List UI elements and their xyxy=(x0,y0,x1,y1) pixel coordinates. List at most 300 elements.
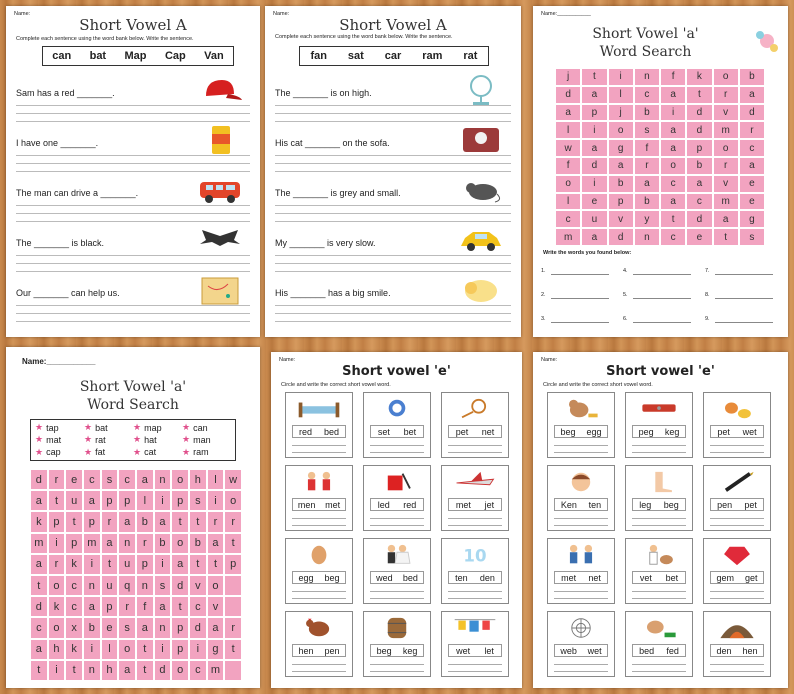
grid-letter: p xyxy=(171,617,189,638)
word-choice-box xyxy=(370,425,424,438)
grid-letter: t xyxy=(686,86,712,104)
grid-letter: r xyxy=(101,511,119,532)
grid-letter: n xyxy=(136,575,154,596)
grid-letter: i xyxy=(154,490,172,511)
word-choice-box xyxy=(448,425,502,438)
answer-line[interactable] xyxy=(554,591,608,592)
grid-letter: a xyxy=(30,490,48,511)
fan-icon xyxy=(459,74,503,106)
answer-line[interactable] xyxy=(710,664,764,665)
answer-line[interactable] xyxy=(448,591,502,592)
grid-letter: n xyxy=(154,469,172,490)
word-option[interactable]: bed xyxy=(639,645,655,656)
grid-letter: t xyxy=(65,660,83,681)
word-option[interactable]: red xyxy=(403,499,417,510)
answer-line[interactable] xyxy=(370,598,424,599)
grid-letter: m xyxy=(83,533,101,554)
grid-letter: y xyxy=(634,210,660,228)
word-option[interactable]: met xyxy=(325,499,341,510)
exercise-card xyxy=(625,611,693,677)
exercise-card xyxy=(703,392,771,458)
grid-letter: c xyxy=(660,228,686,246)
dog-fed-icon xyxy=(634,616,684,640)
answer-line[interactable] xyxy=(632,671,686,672)
wet-clothes-icon xyxy=(450,616,500,640)
answer-line[interactable] xyxy=(632,518,686,519)
exercise-card xyxy=(625,465,693,531)
word-bank xyxy=(299,46,489,66)
word-option[interactable]: let xyxy=(484,645,494,656)
answer-line[interactable] xyxy=(292,591,346,592)
answer-line[interactable] xyxy=(554,452,608,453)
answer-line[interactable] xyxy=(554,525,608,526)
word-option[interactable]: fed xyxy=(666,645,679,656)
bank-word: fan xyxy=(310,50,327,62)
word-option[interactable]: net xyxy=(481,426,495,437)
grid-letter: f xyxy=(634,139,660,157)
worksheet-short-vowel-a-sentences-2 xyxy=(265,6,521,337)
word-choice-box xyxy=(632,571,686,584)
word-choice-box xyxy=(292,644,346,657)
grid-letter: p xyxy=(101,596,119,617)
star-icon: ★ xyxy=(133,422,142,433)
answer-line[interactable] xyxy=(632,664,686,665)
answer-line[interactable] xyxy=(554,664,608,665)
net-icon xyxy=(450,397,500,421)
answer-number: 8. xyxy=(705,292,710,298)
word-option[interactable]: beg xyxy=(663,499,679,510)
grid-letter: a xyxy=(739,86,765,104)
grid-letter: i xyxy=(83,554,101,575)
bed-icon xyxy=(294,397,344,421)
word-option[interactable]: bed xyxy=(402,572,418,583)
grid-letter: a xyxy=(136,617,154,638)
answer-line[interactable] xyxy=(632,525,686,526)
grid-letter: r xyxy=(713,157,739,175)
sentence-text: My _______ is very slow. xyxy=(275,238,376,248)
red-cap-icon xyxy=(198,74,242,106)
sentence-text: His _______ has a big smile. xyxy=(275,288,391,298)
grid-letter: b xyxy=(739,68,765,86)
grid-letter: a xyxy=(660,139,686,157)
answer-line[interactable] xyxy=(370,664,424,665)
grid-letter: h xyxy=(189,469,207,490)
grid-letter: b xyxy=(83,617,101,638)
word-option[interactable]: beg xyxy=(560,426,576,437)
word-option[interactable]: den xyxy=(479,572,495,583)
pen-icon xyxy=(712,470,762,494)
star-icon: ★ xyxy=(133,446,142,457)
grid-letter: p xyxy=(171,639,189,660)
grid-letter: e xyxy=(739,193,765,211)
sentence-text: Our _______ can help us. xyxy=(16,288,120,298)
answer-line[interactable] xyxy=(632,452,686,453)
answer-line[interactable] xyxy=(448,598,502,599)
grid-letter: t xyxy=(189,511,207,532)
bank-word xyxy=(182,422,231,433)
grid-letter: l xyxy=(608,86,634,104)
grid-letter: w xyxy=(224,469,242,490)
bank-word: Van xyxy=(204,50,224,62)
grid-letter: a xyxy=(101,533,119,554)
grid-letter: x xyxy=(65,617,83,638)
grid-letter: r xyxy=(118,596,136,617)
word-bank xyxy=(42,46,234,66)
word-option[interactable]: met xyxy=(561,572,577,583)
answer-line[interactable] xyxy=(448,671,502,672)
exercise-card xyxy=(547,392,615,458)
answer-line[interactable] xyxy=(292,445,346,446)
bank-word-text: can xyxy=(193,422,208,433)
answer-line[interactable] xyxy=(715,298,773,299)
bank-word-text: man xyxy=(193,434,211,445)
bank-word-text: cap xyxy=(46,447,61,458)
grid-letter: a xyxy=(83,490,101,511)
sentence-item xyxy=(275,122,511,172)
grid-letter: r xyxy=(224,511,242,532)
sentence-text: His cat _______ on the sofa. xyxy=(275,138,390,148)
grid-letter: d xyxy=(686,104,712,122)
bank-word-text: ram xyxy=(193,447,209,458)
grid-letter: v xyxy=(608,210,634,228)
answer-line[interactable] xyxy=(292,525,346,526)
word-option[interactable]: Ken xyxy=(560,499,577,510)
grid-letter: d xyxy=(30,596,48,617)
bank-word xyxy=(84,434,133,445)
grid-letter: p xyxy=(101,490,119,511)
word-option[interactable]: pen xyxy=(324,645,340,656)
star-icon: ★ xyxy=(84,434,93,445)
word-option[interactable]: men xyxy=(297,499,316,510)
exercise-card xyxy=(547,611,615,677)
grid-letter: i xyxy=(660,104,686,122)
grid-letter xyxy=(224,660,242,681)
grid-letter: r xyxy=(48,554,66,575)
grid-letter: l xyxy=(207,469,225,490)
answer-line[interactable] xyxy=(448,525,502,526)
word-option[interactable]: keg xyxy=(664,426,680,437)
instructions: Circle and write the correct short vowel word. xyxy=(281,382,391,388)
answer-line[interactable] xyxy=(710,518,764,519)
grid-letter: f xyxy=(555,157,581,175)
word-choice-box xyxy=(554,498,608,511)
grid-letter: c xyxy=(65,575,83,596)
word-option[interactable]: hen xyxy=(742,645,758,656)
grid-letter: j xyxy=(608,104,634,122)
exercise-card xyxy=(625,538,693,604)
van-icon xyxy=(198,174,242,206)
grid-letter: p xyxy=(171,490,189,511)
bank-word xyxy=(35,447,84,458)
word-option[interactable]: wet xyxy=(456,645,471,656)
grid-letter: t xyxy=(65,511,83,532)
grid-letter: t xyxy=(581,68,607,86)
word-option[interactable]: beg xyxy=(376,645,392,656)
star-icon: ★ xyxy=(182,446,191,457)
grid-letter: t xyxy=(171,511,189,532)
word-option[interactable]: get xyxy=(744,572,758,583)
grid-letter: a xyxy=(581,86,607,104)
name-label: Name: xyxy=(273,11,290,17)
exercise-card xyxy=(547,465,615,531)
sentence-text: The man can drive a _______. xyxy=(16,188,139,198)
word-choice-box xyxy=(632,498,686,511)
answer-number: 5. xyxy=(623,292,628,298)
sentence-item xyxy=(16,72,250,122)
grid-letter: s xyxy=(634,121,660,139)
answer-line[interactable] xyxy=(370,525,424,526)
word-option[interactable]: egg xyxy=(586,426,602,437)
exercise-card xyxy=(441,465,509,531)
word-option[interactable]: vet xyxy=(639,572,652,583)
word-option[interactable]: wet xyxy=(742,426,757,437)
grid-letter: t xyxy=(48,490,66,511)
exercise-card xyxy=(441,611,509,677)
leg-icon xyxy=(634,470,684,494)
word-option[interactable]: wet xyxy=(587,645,602,656)
grid-letter: i xyxy=(189,639,207,660)
flower-icon xyxy=(752,26,782,56)
word-choice-box xyxy=(554,571,608,584)
answer-line[interactable] xyxy=(554,671,608,672)
bank-word xyxy=(133,422,182,433)
name-label: Name:___________ xyxy=(541,11,591,17)
sentence-item xyxy=(16,172,250,222)
grid-letter: s xyxy=(739,228,765,246)
word-option[interactable]: peg xyxy=(638,426,654,437)
bank-word-text: map xyxy=(144,422,162,433)
grid-letter: t xyxy=(189,554,207,575)
word-option[interactable]: ten xyxy=(588,499,602,510)
answer-line[interactable] xyxy=(448,452,502,453)
answer-line[interactable] xyxy=(632,591,686,592)
answer-line[interactable] xyxy=(710,591,764,592)
grid-letter: i xyxy=(48,660,66,681)
answer-number: 6. xyxy=(623,316,628,322)
pets-icon xyxy=(712,397,762,421)
grid-letter: i xyxy=(581,175,607,193)
answer-line[interactable] xyxy=(551,274,609,275)
grid-letter: c xyxy=(660,175,686,193)
boy-face-icon xyxy=(556,470,606,494)
grid-letter: u xyxy=(118,554,136,575)
bank-word: can xyxy=(52,50,72,62)
answer-number: 2. xyxy=(541,292,546,298)
word-option[interactable]: wed xyxy=(376,572,393,583)
word-option[interactable]: pet xyxy=(744,499,757,510)
answer-line[interactable] xyxy=(370,518,424,519)
answer-line[interactable] xyxy=(292,671,346,672)
word-option[interactable]: den xyxy=(716,645,732,656)
grid-letter: o xyxy=(713,68,739,86)
grid-letter: k xyxy=(65,554,83,575)
grid-letter: c xyxy=(65,596,83,617)
answer-line[interactable] xyxy=(370,452,424,453)
word-option[interactable]: bed xyxy=(323,426,339,437)
grid-letter: m xyxy=(555,228,581,246)
answer-line[interactable] xyxy=(633,274,691,275)
word-option[interactable]: pet xyxy=(455,426,469,437)
sentence-text: I have one _______. xyxy=(16,138,99,148)
grid-letter xyxy=(224,575,242,596)
word-choice-box xyxy=(554,425,608,438)
answer-line[interactable] xyxy=(448,664,502,665)
exercise-card xyxy=(703,611,771,677)
word-option[interactable]: web xyxy=(560,645,577,656)
answer-line[interactable] xyxy=(633,298,691,299)
grid-letter: c xyxy=(118,469,136,490)
answer-line[interactable] xyxy=(632,598,686,599)
word-option[interactable]: led xyxy=(377,499,390,510)
grid-letter: o xyxy=(660,157,686,175)
word-option[interactable]: set xyxy=(377,426,390,437)
answer-line[interactable] xyxy=(370,591,424,592)
grid-letter: f xyxy=(660,68,686,86)
page-title: Short vowel 'e' xyxy=(342,364,451,379)
star-icon: ★ xyxy=(35,422,44,433)
word-search-grid xyxy=(30,469,242,681)
bank-word xyxy=(35,422,84,433)
bat-icon xyxy=(198,224,242,256)
grid-letter: m xyxy=(713,193,739,211)
answer-line[interactable] xyxy=(448,445,502,446)
word-option[interactable]: pen xyxy=(717,499,733,510)
grid-letter: u xyxy=(101,575,119,596)
answer-line[interactable] xyxy=(632,445,686,446)
grid-letter: k xyxy=(65,639,83,660)
grid-letter: f xyxy=(136,596,154,617)
star-icon: ★ xyxy=(133,434,142,445)
sentence-item xyxy=(16,272,250,322)
answer-line[interactable] xyxy=(292,518,346,519)
exercise-card xyxy=(547,538,615,604)
word-option[interactable]: egg xyxy=(298,572,314,583)
word-choice-box xyxy=(292,571,346,584)
word-option[interactable]: red xyxy=(298,426,312,437)
grid-letter: o xyxy=(171,469,189,490)
grid-letter: c xyxy=(83,469,101,490)
answer-line[interactable] xyxy=(370,671,424,672)
exercise-card xyxy=(363,611,431,677)
grid-letter: a xyxy=(634,175,660,193)
car-icon xyxy=(459,224,503,256)
word-option[interactable]: bet xyxy=(665,572,679,583)
bank-word: Cap xyxy=(164,50,186,62)
grid-letter: v xyxy=(713,104,739,122)
red-paint-icon xyxy=(372,470,422,494)
grid-letter: t xyxy=(30,575,48,596)
bank-word-text: tap xyxy=(46,422,59,433)
grid-letter: e xyxy=(739,175,765,193)
answer-line[interactable] xyxy=(710,525,764,526)
grid-letter: m xyxy=(207,660,225,681)
word-choice-box xyxy=(632,425,686,438)
answer-line[interactable] xyxy=(551,298,609,299)
answer-line[interactable] xyxy=(448,518,502,519)
grid-letter: t xyxy=(101,554,119,575)
bank-word xyxy=(133,434,182,445)
word-option[interactable]: beg xyxy=(324,572,340,583)
answer-line[interactable] xyxy=(554,598,608,599)
grid-letter: n xyxy=(83,575,101,596)
word-choice-box xyxy=(632,644,686,657)
grid-letter: d xyxy=(739,104,765,122)
grid-letter: a xyxy=(30,554,48,575)
grid-letter: m xyxy=(30,533,48,554)
sentence-text: The _______ is black. xyxy=(16,238,105,248)
grid-letter: t xyxy=(136,660,154,681)
grid-letter: e xyxy=(101,617,119,638)
answer-line[interactable] xyxy=(292,598,346,599)
name-label: Name:___________ xyxy=(22,357,96,366)
answer-line[interactable] xyxy=(710,452,764,453)
word-search-grid xyxy=(555,68,765,246)
answer-line[interactable] xyxy=(292,664,346,665)
grid-letter: b xyxy=(634,193,660,211)
grid-letter: b xyxy=(634,104,660,122)
word-option[interactable]: pet xyxy=(717,426,730,437)
word-option[interactable]: met xyxy=(455,499,471,510)
answer-line[interactable] xyxy=(715,322,773,323)
answer-line[interactable] xyxy=(551,322,609,323)
grid-letter: s xyxy=(118,617,136,638)
star-icon: ★ xyxy=(84,422,93,433)
answer-line[interactable] xyxy=(710,671,764,672)
grid-letter: i xyxy=(207,490,225,511)
answer-line[interactable] xyxy=(715,274,773,275)
spider-web-icon xyxy=(556,616,606,640)
word-option[interactable]: leg xyxy=(639,499,652,510)
answer-line[interactable] xyxy=(710,445,764,446)
answer-line[interactable] xyxy=(554,445,608,446)
answer-line[interactable] xyxy=(710,598,764,599)
answer-line[interactable] xyxy=(370,445,424,446)
exercise-card xyxy=(285,611,353,677)
wedding-icon xyxy=(372,543,422,567)
word-option[interactable]: gem xyxy=(716,572,734,583)
instructions: Complete each sentence using the word bank below. Write the sentence. xyxy=(16,36,194,42)
grid-letter: a xyxy=(660,121,686,139)
grid-letter: e xyxy=(581,193,607,211)
grid-letter: a xyxy=(581,139,607,157)
map-icon xyxy=(198,274,242,306)
grid-letter: a xyxy=(660,193,686,211)
answer-line[interactable] xyxy=(554,518,608,519)
word-option[interactable]: keg xyxy=(402,645,418,656)
grid-letter: o xyxy=(555,175,581,193)
word-option[interactable]: net xyxy=(588,572,601,583)
grid-letter: t xyxy=(30,660,48,681)
word-option[interactable]: bet xyxy=(403,426,417,437)
grid-letter: t xyxy=(224,533,242,554)
grid-letter: r xyxy=(48,469,66,490)
word-option[interactable]: ten xyxy=(455,572,468,583)
grid-letter: r xyxy=(136,533,154,554)
grid-letter: v xyxy=(189,575,207,596)
word-option[interactable]: hen xyxy=(298,645,314,656)
answer-line[interactable] xyxy=(633,322,691,323)
answer-number: 1. xyxy=(541,268,546,274)
grid-letter: d xyxy=(30,469,48,490)
vet-icon xyxy=(634,543,684,567)
answer-line[interactable] xyxy=(292,452,346,453)
grid-letter: a xyxy=(154,511,172,532)
word-bank xyxy=(30,419,236,461)
grid-letter: c xyxy=(739,139,765,157)
word-option[interactable]: jet xyxy=(484,499,495,510)
name-label: Name: xyxy=(279,357,296,363)
page-title: Short Vowel 'a' xyxy=(592,26,699,42)
